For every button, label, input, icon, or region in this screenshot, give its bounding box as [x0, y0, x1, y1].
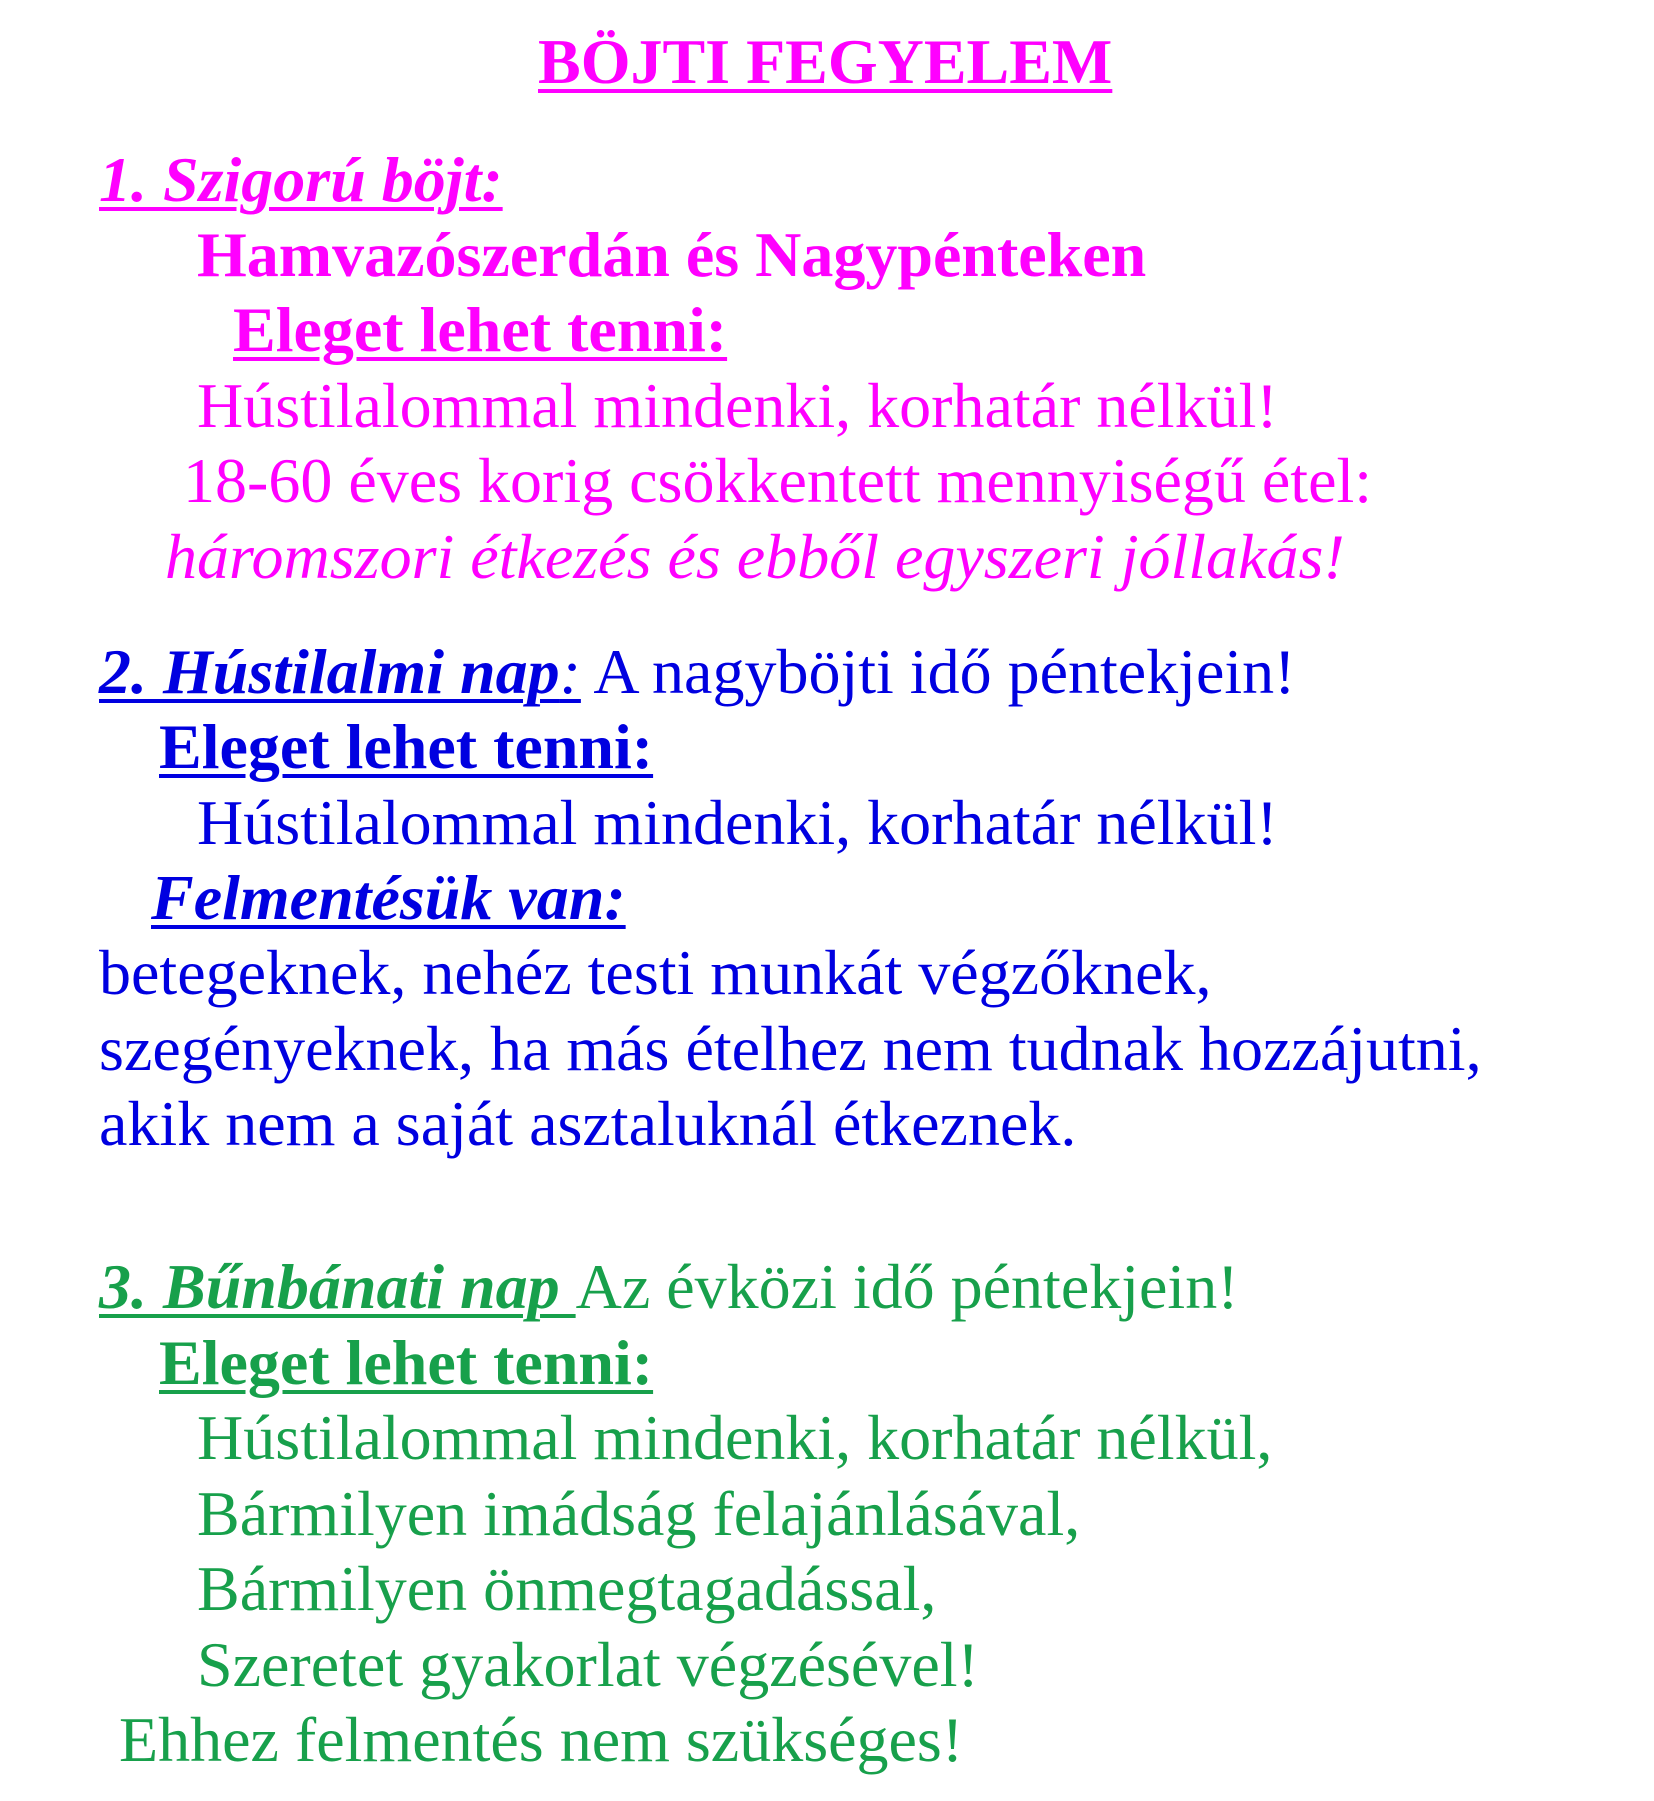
section1-days: Hamvazószerdán és Nagypénteken [197, 219, 1147, 290]
section2-subheading: Eleget lehet tenni: [159, 711, 654, 782]
section2-exempt-line: szegényeknek, ha más ételhez nem tudnak hozzájutni, [99, 1013, 1482, 1084]
section3-line: Szeretet gyakorlat végzésével! [197, 1629, 979, 1700]
section2-exempt-line: betegeknek, nehéz testi munkát végzőknek, [99, 937, 1212, 1008]
section2-exempt-heading: Felmentésük van: [151, 862, 626, 933]
section3-heading-row [99, 1251, 1239, 1322]
section3-heading-rest: Az évközi idő péntekjein! [575, 1251, 1239, 1322]
section1-heading: 1. Szigorú böjt: [99, 144, 503, 215]
section3-subheading: Eleget lehet tenni: [159, 1327, 654, 1398]
section2-heading-colon: : [559, 636, 581, 707]
section1-subheading: Eleget lehet tenni: [233, 294, 728, 365]
section2-line: Hústilalommal mindenki, korhatár nélkül! [197, 787, 1278, 858]
section1-line: háromszori étkezés és ebből egyszeri jóllakás! [165, 521, 1345, 592]
section2-heading-rest: A nagyböjti idő péntekjein! [580, 636, 1296, 707]
section3-footer: Ehhez felmentés nem szükséges! [119, 1704, 964, 1775]
section1-line: Hústilalommal mindenki, korhatár nélkül! [197, 370, 1278, 441]
section2-heading: 2. Hústilalmi nap [99, 636, 560, 707]
section3-line: Bármilyen imádság felajánlásával, [197, 1478, 1081, 1549]
section1-line: 18-60 éves korig csökkentett mennyiségű étel: [183, 445, 1373, 516]
section3-heading: 3. Bűnbánati nap [99, 1251, 576, 1322]
page-title: BÖJTI FEGYELEM [538, 26, 1113, 97]
section2-exempt-line: akik nem a saját asztaluknál étkeznek. [99, 1088, 1077, 1159]
section3-line: Hústilalommal mindenki, korhatár nélkül, [197, 1402, 1273, 1473]
section3-line: Bármilyen önmegtagadással, [197, 1553, 937, 1624]
section2-heading-row [99, 636, 1296, 707]
